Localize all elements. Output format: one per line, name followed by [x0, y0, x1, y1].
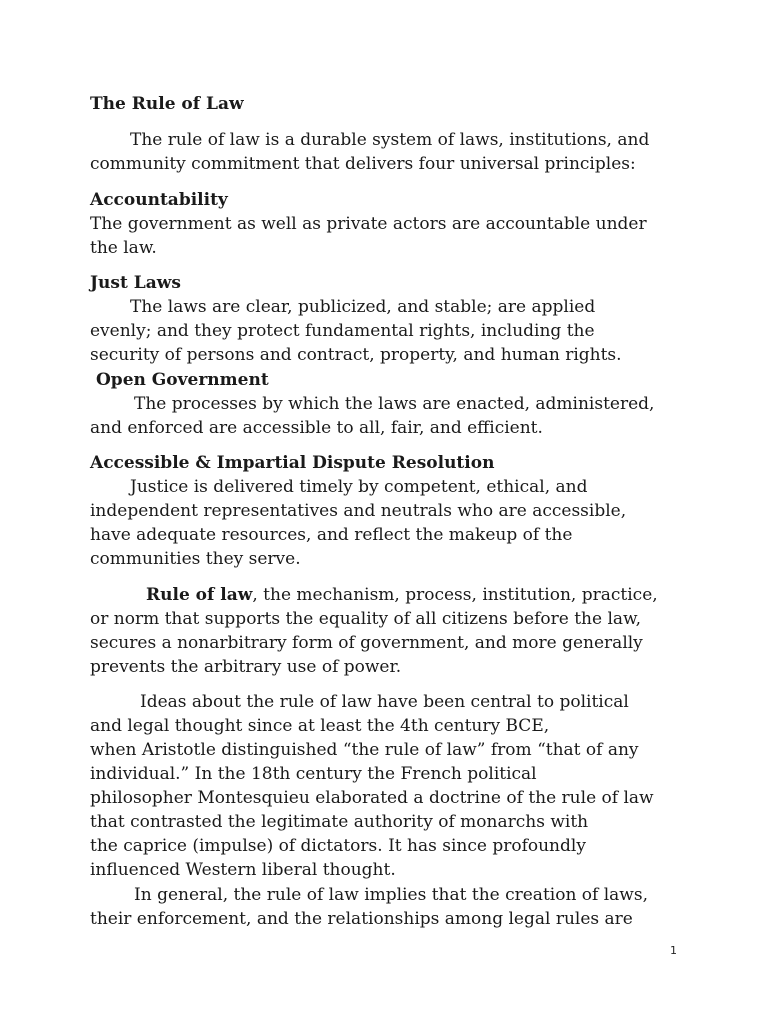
definition-line-1: [146, 583, 658, 607]
page-title: The Rule of Law: [90, 94, 244, 114]
definition-term: Rule of law: [146, 585, 253, 605]
section-heading-dispute-resolution: Accessible & Impartial Dispute Resolution: [90, 453, 495, 473]
general-line-2: their enforcement, and the relationships among legal rules are: [90, 909, 633, 929]
definition-line-3: secures a nonarbitrary form of government, and more generally: [90, 633, 643, 653]
dispute-resolution-line-2: independent representatives and neutrals who are accessible,: [90, 501, 627, 521]
section-heading-accountability: Accountability: [90, 190, 228, 210]
just-laws-line-1: The laws are clear, publicized, and stable; are applied: [130, 297, 596, 317]
history-line-3: when Aristotle distinguished “the rule of law” from “that of any: [90, 740, 639, 760]
section-heading-open-government: Open Government: [96, 370, 269, 390]
intro-line-2: community commitment that delivers four universal principles:: [90, 154, 636, 174]
dispute-resolution-line-3: have adequate resources, and reflect the makeup of the: [90, 525, 573, 545]
history-line-5: philosopher Montesquieu elaborated a doctrine of the rule of law: [90, 788, 654, 808]
history-line-7: the caprice (impulse) of dictators. It has since profoundly: [90, 836, 586, 856]
open-government-line-2: and enforced are accessible to all, fair, and efficient.: [90, 418, 543, 438]
dispute-resolution-line-4: communities they serve.: [90, 549, 301, 569]
just-laws-line-2: evenly; and they protect fundamental rights, including the: [90, 321, 595, 341]
history-line-6: that contrasted the legitimate authority of monarchs with: [90, 812, 589, 832]
general-line-1: In general, the rule of law implies that the creation of laws,: [134, 885, 648, 905]
definition-line-1-rest: , the mechanism, process, institution, practice,: [252, 585, 658, 605]
open-government-line-1: The processes by which the laws are enacted, administered,: [134, 394, 655, 414]
section-heading-just-laws: Just Laws: [90, 273, 181, 293]
accountability-line-1: The government as well as private actors are accountable under: [90, 214, 647, 234]
definition-line-4: prevents the arbitrary use of power.: [90, 657, 402, 677]
accountability-line-2: the law.: [90, 238, 157, 258]
just-laws-line-3: security of persons and contract, property, and human rights.: [90, 345, 622, 365]
page-number: 1: [670, 944, 677, 957]
history-line-1: Ideas about the rule of law have been central to political: [140, 692, 629, 712]
history-line-8: influenced Western liberal thought.: [90, 860, 396, 880]
history-line-4: individual.” In the 18th century the French political: [90, 764, 537, 784]
definition-line-2: or norm that supports the equality of all citizens before the law,: [90, 609, 641, 629]
dispute-resolution-line-1: Justice is delivered timely by competent, ethical, and: [130, 477, 588, 497]
intro-line-1: The rule of law is a durable system of laws, institutions, and: [130, 130, 650, 150]
history-line-2: and legal thought since at least the 4th century BCE,: [90, 716, 550, 736]
